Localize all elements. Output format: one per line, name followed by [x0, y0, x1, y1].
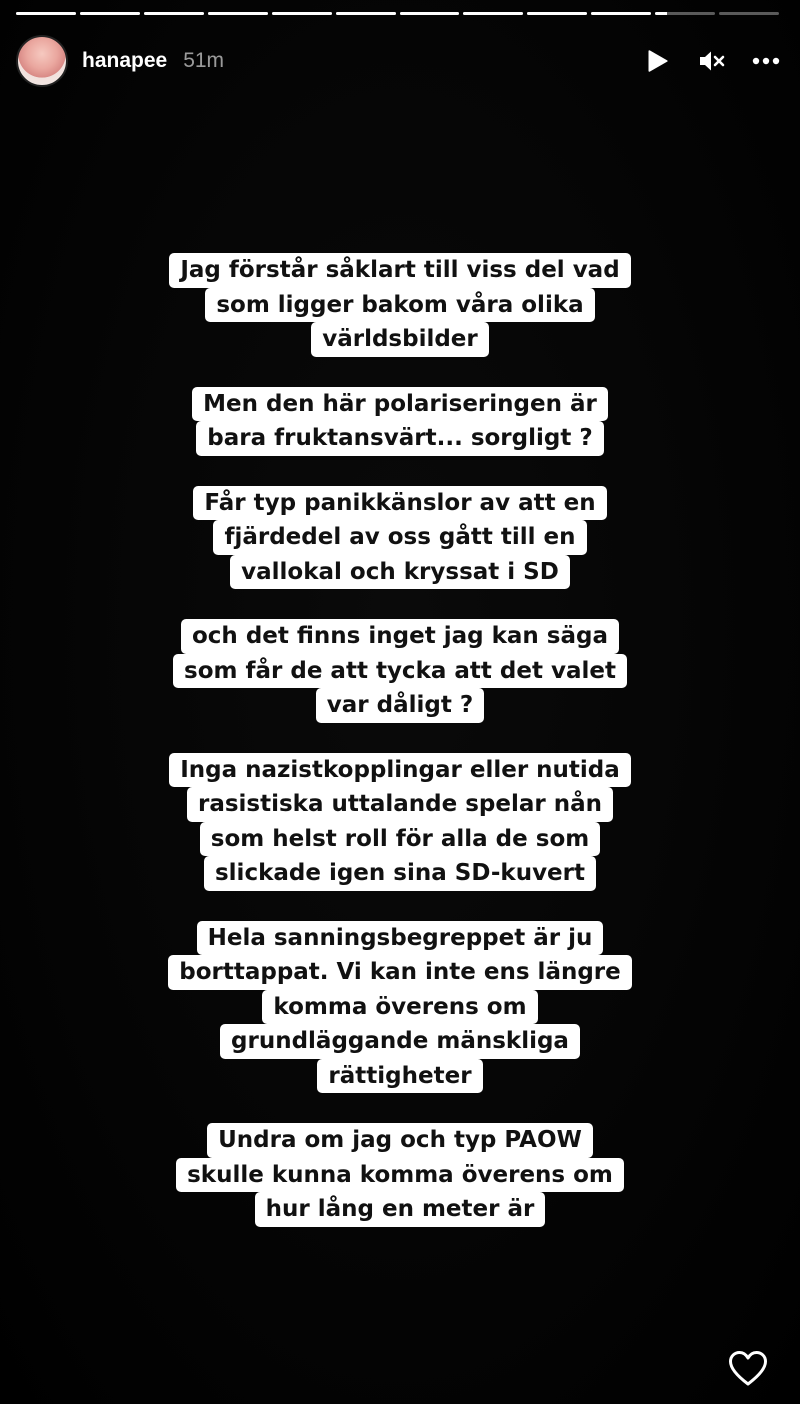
caption-line: som får de att tycka att det valet [173, 654, 627, 689]
play-button[interactable] [644, 47, 672, 75]
progress-segment [208, 12, 268, 15]
caption-block [169, 753, 631, 891]
caption-line: komma överens om [262, 990, 537, 1025]
progress-fill [144, 12, 204, 15]
caption-block [173, 619, 627, 723]
story-header [16, 34, 780, 88]
progress-segment [591, 12, 651, 15]
progress-fill [80, 12, 140, 15]
progress-segment [655, 12, 715, 15]
more-icon [752, 57, 780, 65]
progress-segment [80, 12, 140, 15]
progress-segment [400, 12, 460, 15]
progress-fill [208, 12, 268, 15]
mute-button[interactable] [698, 47, 726, 75]
story-text [0, 253, 800, 1227]
caption-line: fjärdedel av oss gått till en [213, 520, 586, 555]
caption-line: borttappat. Vi kan inte ens längre [168, 955, 632, 990]
progress-segment [144, 12, 204, 15]
caption-line: Jag förstår såklart till viss del vad [169, 253, 630, 288]
story-progress [16, 12, 779, 16]
play-icon [646, 48, 670, 74]
caption-line: och det finns inget jag kan säga [181, 619, 619, 654]
caption-line: Får typ panikkänslor av att en [193, 486, 606, 521]
progress-fill [16, 12, 76, 15]
caption-block [176, 1123, 624, 1227]
post-time: 51m [183, 49, 225, 72]
progress-fill [463, 12, 523, 15]
caption-line: Inga nazistkopplingar eller nutida [169, 753, 631, 788]
story-controls [644, 47, 780, 75]
progress-fill [527, 12, 587, 15]
like-button[interactable] [728, 1350, 768, 1388]
caption-line: slickade igen sina SD-kuvert [204, 856, 596, 891]
avatar[interactable] [16, 35, 68, 87]
caption-block [192, 387, 608, 456]
progress-segment [527, 12, 587, 15]
progress-segment [16, 12, 76, 15]
caption-line: som ligger bakom våra olika [205, 288, 594, 323]
caption-line: Men den här polariseringen är [192, 387, 608, 422]
caption-line: rasistiska uttalande spelar nån [187, 787, 613, 822]
caption-line: skulle kunna komma överens om [176, 1158, 624, 1193]
caption-line: var dåligt ? [316, 688, 484, 723]
progress-fill [400, 12, 460, 15]
mute-icon [698, 48, 726, 74]
caption-line: hur lång en meter är [255, 1192, 546, 1227]
heart-icon [728, 1350, 768, 1388]
caption-block [169, 253, 630, 357]
progress-segment [719, 12, 779, 15]
progress-fill [336, 12, 396, 15]
caption-line: världsbilder [311, 322, 489, 357]
caption-line: rättigheter [317, 1059, 482, 1094]
progress-fill [655, 12, 667, 15]
caption-line: Undra om jag och typ PAOW [207, 1123, 593, 1158]
progress-segment [272, 12, 332, 15]
progress-fill [591, 12, 651, 15]
username[interactable]: hanapee [82, 49, 168, 72]
progress-segment [463, 12, 523, 15]
caption-line: Hela sanningsbegreppet är ju [197, 921, 604, 956]
caption-block [193, 486, 606, 590]
more-button[interactable] [752, 47, 780, 75]
caption-line: grundläggande mänskliga [220, 1024, 580, 1059]
caption-line: som helst roll för alla de som [200, 822, 600, 857]
progress-segment [336, 12, 396, 15]
caption-line: vallokal och kryssat i SD [230, 555, 570, 590]
caption-block [168, 921, 632, 1094]
caption-line: bara fruktansvärt... sorgligt ? [196, 421, 603, 456]
progress-fill [272, 12, 332, 15]
